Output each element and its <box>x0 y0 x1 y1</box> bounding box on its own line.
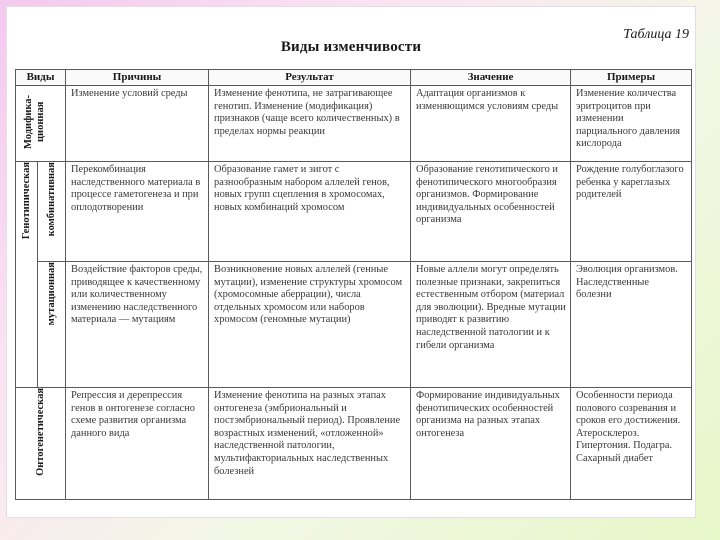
group-combinative-cell <box>38 162 66 262</box>
cell-examples: Особенности периода полового созревания и сроков его достижения. Атеросклероз. Гипертония. Подагра. Сахарный диабет <box>571 388 692 500</box>
header-types: Виды <box>16 70 66 86</box>
cell-result: Возникновение новых аллелей (генные мутации), изменение структуры хромосом (хромосомные аберрации), числа отдельных хромосом или наборов хромосом (геномные мутации) <box>209 262 411 388</box>
group-genotypic-label: Генотипическая <box>20 162 32 240</box>
table-row <box>16 388 692 500</box>
cell-significance: Формирование индивидуальных фенотипических особенностей организма на разных этапах онтогенеза <box>411 388 571 500</box>
cell-examples: Изменение количества эритроцитов при изменении парциального давления кислорода <box>571 86 692 162</box>
table-header-row <box>16 70 692 86</box>
group-ontogenetic-label: Онтогенетическая <box>34 388 46 476</box>
header-significance: Значение <box>411 70 571 86</box>
cell-result: Изменение фенотипа на разных этапах онтогенеза (эмбриональный и постэмбриональный период). Проявление возрастных изменений, «отложенной» наследственной патологии, мультифакториальных наследственных болезней <box>209 388 411 500</box>
table-label: Таблица 19 <box>623 27 689 42</box>
cell-cause: Воздействие факторов среды, приводящее к качественному или количественному изменению наследственного материала — мутациям <box>66 262 209 388</box>
group-genotypic-cell <box>16 162 38 388</box>
cell-cause: Репрессия и дерепрессия генов в онтогенезе согласно схеме развития организма данного вида <box>66 388 209 500</box>
cell-examples: Рождение голубоглазого ребенка у кареглазых родителей <box>571 162 692 262</box>
header-causes: Причины <box>66 70 209 86</box>
header-result: Результат <box>209 70 411 86</box>
group-mutational-label: мутационная <box>45 262 57 326</box>
cell-cause: Перекомбинация наследственного материала в процессе гаметогенеза и при оплодотворении <box>66 162 209 262</box>
cell-examples: Эволюция организмов. Наследственные болезни <box>571 262 692 388</box>
table-row <box>16 262 692 388</box>
header-examples: Примеры <box>571 70 692 86</box>
cell-significance: Адаптация организмов к изменяющимся условиям среды <box>411 86 571 162</box>
cell-significance: Образование генотипического и фенотипического многообразия организмов. Формирование индивидуальных особенностей организма <box>411 162 571 262</box>
slide-page <box>6 6 696 518</box>
group-modification-cell <box>16 86 66 162</box>
group-mutational-cell <box>38 262 66 388</box>
cell-significance: Новые аллели могут определять полезные признаки, закрепиться естественным отбором (материал для эволюции). Вредные мутации приводят к развитию наследственной патологии и к гибели организма <box>411 262 571 388</box>
page-title: Виды изменчивости <box>280 39 422 55</box>
cell-cause: Изменение условий среды <box>66 86 209 162</box>
variability-table <box>15 69 692 500</box>
group-ontogenetic-cell <box>16 388 66 500</box>
group-combinative-label: комбинативная <box>45 162 57 237</box>
cell-result: Изменение фенотипа, не затрагивающее генотип. Изменение (модификация) признаков (чаще всего количественных) в пределах нормы реакции <box>209 86 411 162</box>
table-row <box>16 162 692 262</box>
table-row <box>16 86 692 162</box>
group-modification-label: Модифика-ционная <box>22 94 46 150</box>
cell-result: Образование гамет и зигот с разнообразным набором аллелей генов, новых групп сцепления в хромосомах, новых комбинаций хромосом <box>209 162 411 262</box>
